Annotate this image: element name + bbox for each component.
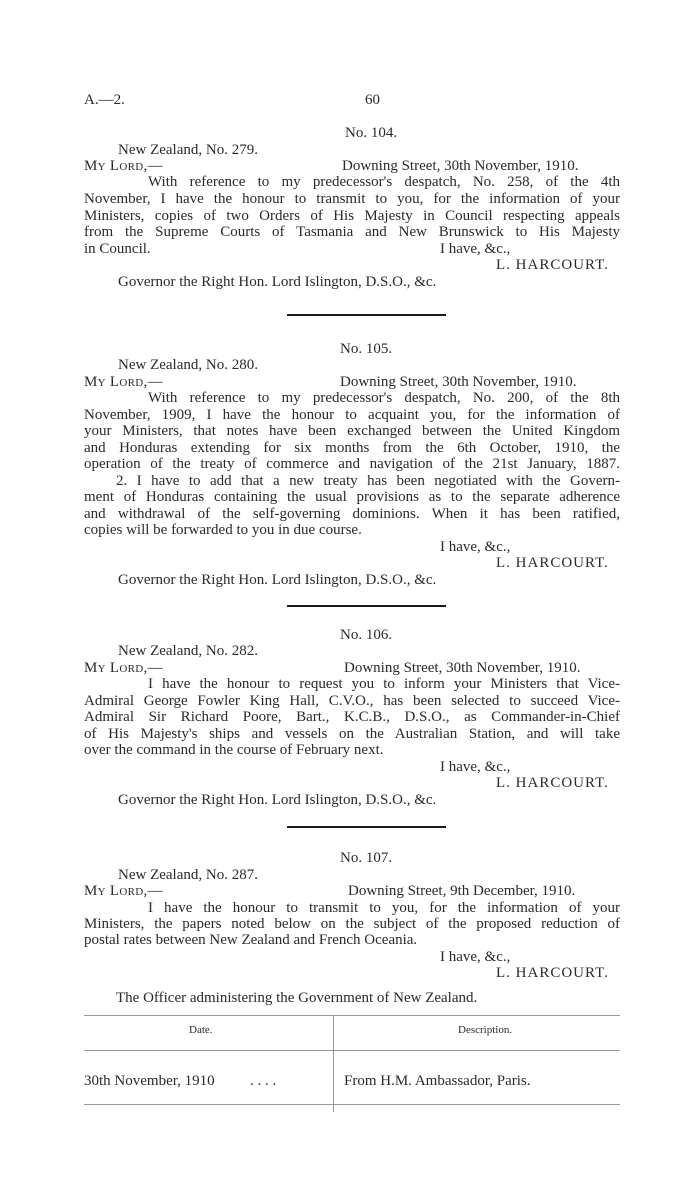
place-date: Downing Street, 30th November, 1910. <box>340 374 577 390</box>
letter-number: No. 104. <box>345 125 398 141</box>
body-line: in Council. <box>84 241 151 257</box>
salutation: My Lord,— <box>84 158 163 174</box>
body-line: operation of the treaty of commerce and navigation of the 21st January, 1887. <box>84 456 620 472</box>
table-top-rule <box>84 1015 620 1016</box>
place-date: Downing Street, 30th November, 1910. <box>342 158 579 174</box>
closing: I have, &c., <box>440 949 511 965</box>
body-line: and withdrawal of the self-governing dominions. When it has been ratified, <box>84 506 620 522</box>
body-line: November, 1909, I have the honour to acquaint you, for the information of <box>84 407 620 423</box>
body-line: from the Supreme Courts of Tasmania and New Brunswick to His Majesty <box>84 224 620 240</box>
body-line: ment of Honduras containing the usual provisions as to the separate adherence <box>84 489 620 505</box>
addressee: The Officer administering the Government of New Zealand. <box>116 990 478 1006</box>
salutation: My Lord,— <box>84 883 163 899</box>
signature: L. HARCOURT. <box>496 775 609 791</box>
place-date: Downing Street, 9th December, 1910. <box>348 883 576 899</box>
page-header-left: A.—2. <box>84 92 125 108</box>
letter-reference: New Zealand, No. 282. <box>118 643 258 659</box>
table-bottom-rule <box>84 1104 620 1105</box>
body-line: I have the honour to transmit to you, for the information of your <box>148 900 620 916</box>
section-divider <box>287 314 446 316</box>
letter-number: No. 106. <box>340 627 393 643</box>
salutation: My Lord,— <box>84 374 163 390</box>
body-line: and Honduras extending for six months from the 6th October, 1910, the <box>84 440 620 456</box>
body-line: Ministers, the papers noted below on the subject of the proposed reduction of <box>84 916 620 932</box>
letter-number: No. 105. <box>340 341 393 357</box>
addressee: Governor the Right Hon. Lord Islington, D.S.O., &c. <box>118 274 437 290</box>
salutation: My Lord,— <box>84 660 163 676</box>
section-divider <box>287 605 446 607</box>
closing: I have, &c., <box>440 539 511 555</box>
column-header-date: Date. <box>189 1024 213 1036</box>
body-line: your Ministers, that notes have been exchanged between the United Kingdom <box>84 423 620 439</box>
body-line: copies will be forwarded to you in due course. <box>84 522 362 538</box>
signature: L. HARCOURT. <box>496 965 609 981</box>
body-line: I have the honour to request you to inform your Ministers that Vice- <box>148 676 620 692</box>
place-date: Downing Street, 30th November, 1910. <box>344 660 581 676</box>
row-description: From H.M. Ambassador, Paris. <box>344 1073 531 1089</box>
body-line: Admiral Sir Richard Poore, Bart., K.C.B., D.S.O., as Commander-in-Chief <box>84 709 620 725</box>
row-leader: . . . . <box>250 1073 277 1089</box>
body-line: November, I have the honour to transmit to you, for the information of your <box>84 191 620 207</box>
body-line: With reference to my predecessor's despatch, No. 200, of the 8th <box>148 390 620 406</box>
column-divider <box>333 1015 334 1112</box>
addressee: Governor the Right Hon. Lord Islington, D.S.O., &c. <box>118 792 437 808</box>
signature: L. HARCOURT. <box>496 555 609 571</box>
signature: L. HARCOURT. <box>496 257 609 273</box>
closing: I have, &c., <box>440 759 511 775</box>
body-line: Admiral George Fowler King Hall, C.V.O., has been selected to succeed Vice- <box>84 693 620 709</box>
header-rule <box>84 1050 620 1051</box>
body-line: With reference to my predecessor's despatch, No. 258, of the 4th <box>148 174 620 190</box>
page-number: 60 <box>365 92 380 108</box>
section-divider <box>287 826 446 828</box>
addressee: Governor the Right Hon. Lord Islington, D.S.O., &c. <box>118 572 437 588</box>
body-line: of His Majesty's ships and vessels on the Australian Station, and will take <box>84 726 620 742</box>
closing: I have, &c., <box>440 241 511 257</box>
letter-reference: New Zealand, No. 287. <box>118 867 258 883</box>
body-line: postal rates between New Zealand and French Oceania. <box>84 932 418 948</box>
column-header-description: Description. <box>458 1024 513 1036</box>
body-line: over the command in the course of February next. <box>84 742 384 758</box>
body-line: 2. I have to add that a new treaty has been negotiated with the Govern- <box>116 473 620 489</box>
letter-reference: New Zealand, No. 279. <box>118 142 258 158</box>
body-line: Ministers, copies of two Orders of His Majesty in Council respecting appeals <box>84 208 620 224</box>
letter-number: No. 107. <box>340 850 393 866</box>
row-date: 30th November, 1910 <box>84 1073 215 1089</box>
letter-reference: New Zealand, No. 280. <box>118 357 258 373</box>
